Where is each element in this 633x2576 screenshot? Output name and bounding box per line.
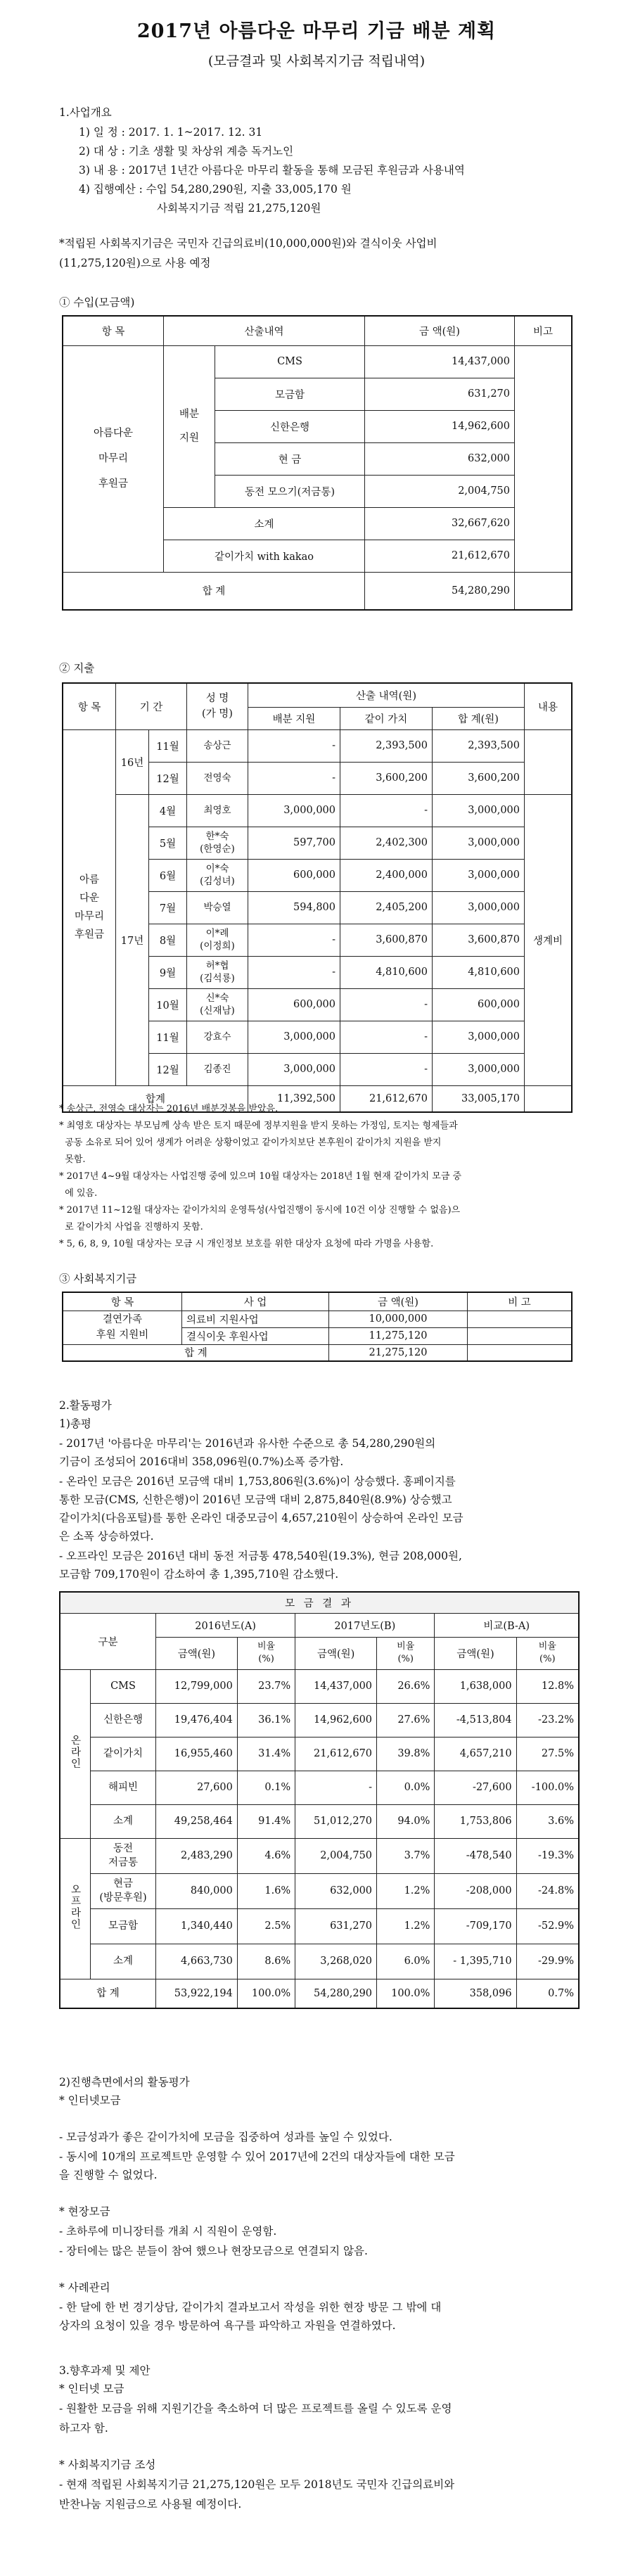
fund-table bbox=[62, 1292, 573, 1362]
eval-para-line: - 2017년 '아름다운 마무리'는 2016년과 유사한 수준으로 총 54,280,290원의 bbox=[59, 1437, 436, 1450]
expense-name: 전영숙 bbox=[187, 762, 248, 794]
result-cell-b: 14,437,000 bbox=[295, 1669, 377, 1703]
result-cell-a: 2,483,290 bbox=[156, 1838, 238, 1873]
expense-note-line: * 2017년 11~12월 대상자는 같이가치의 운영특성(사업진행이 동시에 10건 이상 진행할 수 없음)으 bbox=[59, 1205, 461, 1216]
result-group-label: 온라인 bbox=[69, 1735, 81, 1770]
expense-year-16: 16년 bbox=[116, 729, 149, 794]
expense-kakao: 3,600,870 bbox=[340, 924, 433, 956]
result-row bbox=[60, 1873, 579, 1908]
result-header-amount: 금액(원) bbox=[435, 1637, 516, 1669]
expense-alloc: - bbox=[248, 924, 340, 956]
expense-note-line: * 5, 6, 8, 9, 10월 대상자는 모금 시 개인정보 보호를 위한 대상자 요청에 따라 가명을 사용함. bbox=[59, 1239, 434, 1249]
result-cell-dr: -19.3% bbox=[516, 1838, 579, 1873]
result-row bbox=[60, 1804, 579, 1838]
expense-alloc: 597,700 bbox=[248, 827, 340, 859]
eval-para-line: - 오프라인 모금은 2016년 대비 동전 저금통 478,540원(19.3%), 현금 208,000원, bbox=[59, 1550, 462, 1562]
result-cell-a: 840,000 bbox=[156, 1873, 238, 1908]
result-header-amount: 금액(원) bbox=[295, 1637, 377, 1669]
expense-header-kakao: 같이 가치 bbox=[340, 707, 433, 729]
expense-kakao: - bbox=[340, 1053, 433, 1085]
income-total-label: 합 계 bbox=[63, 572, 365, 610]
result-row bbox=[60, 1944, 579, 1979]
income-header: 산출내역 bbox=[164, 316, 365, 345]
expense-alloc: - bbox=[248, 762, 340, 794]
income-row-amount: 14,962,600 bbox=[365, 410, 515, 442]
expense-alloc: 600,000 bbox=[248, 859, 340, 891]
expense-sum: 4,810,600 bbox=[433, 956, 525, 988]
expense-content-empty bbox=[525, 729, 573, 794]
group-label-line: 아름다운 bbox=[93, 428, 134, 439]
expense-alloc: 3,000,000 bbox=[248, 1053, 340, 1085]
fund-total: 21,275,120 bbox=[329, 1344, 468, 1361]
result-cell-dr: -29.9% bbox=[516, 1944, 579, 1979]
expense-kakao: 4,810,600 bbox=[340, 956, 433, 988]
result-cell-dr: -52.9% bbox=[516, 1908, 579, 1944]
income-group-label bbox=[63, 345, 164, 572]
result-cell-d: -478,540 bbox=[435, 1838, 516, 1873]
page-subtitle: (모금결과 및 사회복지기금 적립내역) bbox=[207, 53, 426, 69]
result-cell-ar: 23.7% bbox=[237, 1669, 295, 1703]
result-caption: 모 금 결 과 bbox=[60, 1592, 579, 1613]
result-body bbox=[60, 1669, 579, 2008]
fund-header: 비 고 bbox=[468, 1292, 573, 1311]
expense-sum: 3,000,000 bbox=[433, 859, 525, 891]
future-line: 반찬나눔 지원금으로 사용될 예정이다. bbox=[59, 2498, 242, 2511]
eval-para-line: 기금이 조성되어 2016대비 358,096원(0.7%)소폭 증가함. bbox=[59, 1455, 344, 1468]
overview-item: 사회복지기금 적립 21,275,120원 bbox=[157, 202, 321, 215]
expense-notes bbox=[59, 1101, 580, 1253]
expense-name: 신*숙 (신재남) bbox=[187, 988, 248, 1021]
result-cell-br: 27.6% bbox=[377, 1703, 435, 1737]
sub-label-line: 배분 bbox=[179, 409, 199, 420]
income-table bbox=[62, 315, 573, 611]
expense-alloc: 594,800 bbox=[248, 891, 340, 924]
progress-line: - 초하루에 미니장터를 개최 시 직원이 운영함. bbox=[59, 2225, 277, 2238]
result-cell-a: 49,258,464 bbox=[156, 1804, 238, 1838]
fund-amount: 10,000,000 bbox=[329, 1311, 468, 1327]
expense-total-label: 합계 bbox=[63, 1085, 248, 1112]
result-cell-a: 53,922,194 bbox=[156, 1979, 238, 2008]
result-cell-name: 신한은행 bbox=[91, 1703, 156, 1737]
expense-month: 6월 bbox=[149, 859, 187, 891]
result-cell-name: 현금 (방문후원) bbox=[91, 1873, 156, 1908]
expense-kakao: 2,400,000 bbox=[340, 859, 433, 891]
eval-para-line: 은 소폭 상승하였다. bbox=[59, 1530, 154, 1543]
expense-month: 12월 bbox=[149, 1053, 187, 1085]
expense-row bbox=[63, 729, 572, 762]
expense-kakao: - bbox=[340, 794, 433, 827]
result-cell-b: 54,280,290 bbox=[295, 1979, 377, 2008]
expense-name: 이*례 (이정희) bbox=[187, 924, 248, 956]
expense-name: 최영호 bbox=[187, 794, 248, 827]
income-kakao-label: 같이가치 with kakao bbox=[164, 540, 365, 572]
income-row-amount: 631,270 bbox=[365, 378, 515, 410]
expense-header-content: 내용 bbox=[525, 683, 573, 729]
progress-line: 상자의 요청이 있을 경우 방문하여 욕구를 파악하고 자원을 연결하였다. bbox=[59, 2319, 396, 2332]
result-cell-ar: 1.6% bbox=[237, 1873, 295, 1908]
result-cell-name: 해피빈 bbox=[91, 1771, 156, 1804]
income-sub-label bbox=[164, 345, 215, 507]
result-cell-d: -709,170 bbox=[435, 1908, 516, 1944]
overview-item: 4) 집행예산 : 수입 54,280,290원, 지출 33,005,170 원 bbox=[79, 183, 352, 196]
future-heading: 3.향후과제 및 제안 bbox=[59, 2364, 151, 2377]
result-cell-ar: 36.1% bbox=[237, 1703, 295, 1737]
result-cell-br: 3.7% bbox=[377, 1838, 435, 1873]
result-row bbox=[60, 1838, 579, 1873]
expense-total-sum: 33,005,170 bbox=[433, 1085, 525, 1112]
result-cell-a: 12,799,000 bbox=[156, 1669, 238, 1703]
expense-header-item: 항 목 bbox=[63, 683, 116, 729]
income-kakao: 21,612,670 bbox=[365, 540, 515, 572]
result-cell-name: 소계 bbox=[91, 1804, 156, 1838]
progress-line: - 한 달에 한 번 경기상담, 같이가치 결과보고서 작성을 위한 현장 방문 그 밖에 대 bbox=[59, 2301, 442, 2314]
income-total: 54,280,290 bbox=[365, 572, 515, 610]
fund-group-line: 결연가족 bbox=[102, 1314, 143, 1325]
expense-kakao: 3,600,200 bbox=[340, 762, 433, 794]
result-cell-d: 1,753,806 bbox=[435, 1804, 516, 1838]
result-cell-d: 358,096 bbox=[435, 1979, 516, 2008]
result-header-2017: 2017년도(B) bbox=[295, 1613, 435, 1637]
result-header-type: 구분 bbox=[60, 1613, 156, 1669]
result-cell-dr: 0.7% bbox=[516, 1979, 579, 2008]
expense-group-line: 후원금 bbox=[74, 929, 105, 941]
expense-sum: 600,000 bbox=[433, 988, 525, 1021]
expense-group-line: 아름 bbox=[79, 874, 99, 886]
fund-heading: ③ 사회복지기금 bbox=[59, 1273, 137, 1285]
expense-note-line: 로 같이가치 사업을 진행하지 못함. bbox=[59, 1222, 203, 1232]
progress-s2-title: * 현장모금 bbox=[59, 2205, 110, 2218]
expense-alloc: 3,000,000 bbox=[248, 794, 340, 827]
fund-group-label bbox=[63, 1311, 182, 1344]
expense-name: 허*협 (김석룡) bbox=[187, 956, 248, 988]
result-header-ratio: 비율 (%) bbox=[516, 1637, 579, 1669]
result-cell-br: 100.0% bbox=[377, 1979, 435, 2008]
expense-month: 10월 bbox=[149, 988, 187, 1021]
expense-note-line: 공동 소유로 되어 있어 생계가 어려운 상황이었고 같이가치보단 본후원이 같이가치 지원을 받지 bbox=[59, 1137, 442, 1148]
sub-label-line: 지원 bbox=[179, 433, 199, 444]
result-header-diff: 비교(B-A) bbox=[435, 1613, 579, 1637]
expense-sum: 2,393,500 bbox=[433, 729, 525, 762]
expense-heading: ② 지출 bbox=[59, 662, 95, 675]
result-cell-a: 4,663,730 bbox=[156, 1944, 238, 1979]
result-cell-b: 2,004,750 bbox=[295, 1838, 377, 1873]
income-row-amount: 2,004,750 bbox=[365, 475, 515, 507]
result-table bbox=[59, 1591, 580, 2009]
result-cell-ar: 31.4% bbox=[237, 1737, 295, 1771]
progress-line: 을 진행할 수 없었다. bbox=[59, 2169, 158, 2181]
expense-name: 이*숙 (김성녀) bbox=[187, 859, 248, 891]
expense-year-17: 17년 bbox=[116, 794, 149, 1085]
overview-note: *적립된 사회복지기금은 국민자 긴급의료비(10,000,000원)와 결식이웃 사업비 bbox=[59, 237, 437, 250]
expense-sum: 3,600,870 bbox=[433, 924, 525, 956]
income-row-label: 신한은행 bbox=[215, 410, 365, 442]
result-cell-b: - bbox=[295, 1771, 377, 1804]
result-cell-ar: 2.5% bbox=[237, 1908, 295, 1944]
income-subtotal-label: 소계 bbox=[164, 507, 365, 540]
result-cell-a: 27,600 bbox=[156, 1771, 238, 1804]
progress-line: - 장터에는 많은 분들이 참여 했으나 현장모금으로 연결되지 않음. bbox=[59, 2245, 368, 2257]
result-cell-dr: 3.6% bbox=[516, 1804, 579, 1838]
expense-sum: 3,000,000 bbox=[433, 1021, 525, 1053]
result-cell-dr: 12.8% bbox=[516, 1669, 579, 1703]
expense-sum: 3,000,000 bbox=[433, 1053, 525, 1085]
expense-month: 11월 bbox=[149, 1021, 187, 1053]
result-cell-d: -208,000 bbox=[435, 1873, 516, 1908]
result-cell-a: 19,476,404 bbox=[156, 1703, 238, 1737]
expense-group-line: 다운 bbox=[79, 893, 99, 904]
page-title: 2017년 아름다운 마무리 기금 배분 계획 bbox=[136, 20, 497, 42]
expense-header-sum: 합 계(원) bbox=[433, 707, 525, 729]
expense-name: 송상근 bbox=[187, 729, 248, 762]
result-cell-br: 0.0% bbox=[377, 1771, 435, 1804]
overview-note: (11,275,120원)으로 사용 예정 bbox=[59, 257, 211, 269]
expense-group-line: 마무리 bbox=[74, 911, 105, 922]
expense-row bbox=[63, 794, 572, 827]
income-row-label: 모금함 bbox=[215, 378, 365, 410]
result-cell-br: 6.0% bbox=[377, 1944, 435, 1979]
income-row-label: 동전 모으기(저금통) bbox=[215, 475, 365, 507]
result-group-cell bbox=[60, 1838, 91, 1979]
progress-line: - 동시에 10개의 프로젝트만 운영할 수 있어 2017년에 2건의 대상자들에 대한 모금 bbox=[59, 2150, 455, 2163]
expense-kakao: 2,393,500 bbox=[340, 729, 433, 762]
fund-group-line: 후원 지원비 bbox=[96, 1330, 149, 1341]
future-s1-title: * 인터넷 모금 bbox=[59, 2383, 124, 2395]
expense-month: 8월 bbox=[149, 924, 187, 956]
fund-project: 의료비 지원사업 bbox=[182, 1311, 329, 1327]
result-cell-ar: 100.0% bbox=[237, 1979, 295, 2008]
expense-month: 5월 bbox=[149, 827, 187, 859]
result-group-label: 오프라인 bbox=[69, 1884, 81, 1930]
result-cell-br: 94.0% bbox=[377, 1804, 435, 1838]
result-cell-d: 4,657,210 bbox=[435, 1737, 516, 1771]
result-cell-b: 51,012,270 bbox=[295, 1804, 377, 1838]
fund-note bbox=[468, 1311, 573, 1327]
fund-amount: 11,275,120 bbox=[329, 1327, 468, 1344]
expense-name: 김종진 bbox=[187, 1053, 248, 1085]
result-cell-a: 16,955,460 bbox=[156, 1737, 238, 1771]
result-cell-dr: -100.0% bbox=[516, 1771, 579, 1804]
income-heading: ① 수입(모금액) bbox=[59, 296, 135, 309]
expense-body bbox=[63, 729, 572, 1085]
expense-month: 9월 bbox=[149, 956, 187, 988]
result-cell-a: 1,340,440 bbox=[156, 1908, 238, 1944]
group-label-line: 마무리 bbox=[98, 453, 129, 464]
result-row bbox=[60, 1771, 579, 1804]
future-s2-title: * 사회복지기금 조성 bbox=[59, 2459, 156, 2471]
result-cell-b: 632,000 bbox=[295, 1873, 377, 1908]
fund-header: 금 액(원) bbox=[329, 1292, 468, 1311]
expense-note-line: * 2017년 4~9월 대상자는 사업진행 중에 있으며 10월 대상자는 2018년 1월 현재 같이가치 모금 중 bbox=[59, 1171, 462, 1182]
result-header-2016: 2016년도(A) bbox=[156, 1613, 295, 1637]
income-row-label: CMS bbox=[215, 345, 365, 378]
expense-sum: 3,000,000 bbox=[433, 794, 525, 827]
eval-para-line: 통한 모금(CMS, 신한은행)이 2016년 모금액 대비 2,875,840원(8.9%) 상승했고 bbox=[59, 1493, 452, 1506]
progress-heading: 2)진행측면에서의 활동평가 bbox=[59, 2076, 190, 2089]
result-cell-name: 동전 저금통 bbox=[91, 1838, 156, 1873]
result-cell-br: 1.2% bbox=[377, 1873, 435, 1908]
expense-alloc: 3,000,000 bbox=[248, 1021, 340, 1053]
income-row-amount: 632,000 bbox=[365, 442, 515, 475]
expense-month: 11월 bbox=[149, 729, 187, 762]
result-row bbox=[60, 1669, 579, 1703]
result-cell-dr: -24.8% bbox=[516, 1873, 579, 1908]
result-cell-b: 21,612,670 bbox=[295, 1737, 377, 1771]
future-line: - 현재 적립된 사회복지기금 21,275,120원은 모두 2018년도 국민자 긴급의료비와 bbox=[59, 2478, 455, 2491]
income-row-amount: 14,437,000 bbox=[365, 345, 515, 378]
result-cell-b: 14,962,600 bbox=[295, 1703, 377, 1737]
expense-header-alloc: 배분 지원 bbox=[248, 707, 340, 729]
income-subtotal: 32,667,620 bbox=[365, 507, 515, 540]
progress-s1-title: * 인터넷모금 bbox=[59, 2094, 121, 2107]
eval-para-line: 모금함 709,170원이 감소하여 총 1,395,710원 감소했다. bbox=[59, 1568, 339, 1581]
progress-line: - 모금성과가 좋은 같이가치에 모금을 집중하여 성과를 높일 수 있었다. bbox=[59, 2131, 392, 2143]
result-row bbox=[60, 1737, 579, 1771]
expense-total-kakao: 21,612,670 bbox=[340, 1085, 433, 1112]
expense-sum: 3,600,200 bbox=[433, 762, 525, 794]
income-total-note bbox=[515, 572, 573, 610]
income-header: 항 목 bbox=[63, 316, 164, 345]
expense-header-calc: 산출 내역(원) bbox=[248, 683, 525, 707]
overview-heading: 1.사업개요 bbox=[59, 106, 112, 119]
expense-name: 강효수 bbox=[187, 1021, 248, 1053]
income-header: 비고 bbox=[515, 316, 573, 345]
expense-kakao: 2,402,300 bbox=[340, 827, 433, 859]
expense-sum: 3,000,000 bbox=[433, 827, 525, 859]
result-header-ratio: 비율 (%) bbox=[237, 1637, 295, 1669]
eval-subheading: 1)총평 bbox=[59, 1417, 91, 1430]
progress-s3-title: * 사례관리 bbox=[59, 2281, 110, 2294]
result-cell-name: CMS bbox=[91, 1669, 156, 1703]
result-header-amount: 금액(원) bbox=[156, 1637, 238, 1669]
result-row bbox=[60, 1979, 579, 2008]
eval-para-line: - 온라인 모금은 2016년 모금액 대비 1,753,806원(3.6%)이 상승했다. 홍페이지를 bbox=[59, 1475, 456, 1488]
result-cell-d: -4,513,804 bbox=[435, 1703, 516, 1737]
eval-para-line: 같이가치(다음포털)를 통한 온라인 대중모금이 4,657,210원이 상승하여 온라인 모금 bbox=[59, 1512, 463, 1524]
result-row bbox=[60, 1908, 579, 1944]
result-cell-dr: 27.5% bbox=[516, 1737, 579, 1771]
fund-project: 결식이웃 후원사업 bbox=[182, 1327, 329, 1344]
result-cell-name: 모금함 bbox=[91, 1908, 156, 1944]
eval-heading: 2.활동평가 bbox=[59, 1399, 112, 1412]
income-note bbox=[515, 345, 573, 572]
result-cell-b: 631,270 bbox=[295, 1908, 377, 1944]
result-cell-name: 소계 bbox=[91, 1944, 156, 1979]
fund-header: 항 목 bbox=[63, 1292, 182, 1311]
result-cell-dr: -23.2% bbox=[516, 1703, 579, 1737]
result-cell-d: - 1,395,710 bbox=[435, 1944, 516, 1979]
result-cell-name: 같이가치 bbox=[91, 1737, 156, 1771]
expense-table bbox=[62, 682, 573, 1113]
result-cell-ar: 4.6% bbox=[237, 1838, 295, 1873]
group-label-line: 후원금 bbox=[98, 478, 129, 490]
result-cell-name: 합 계 bbox=[60, 1979, 156, 2008]
result-cell-b: 3,268,020 bbox=[295, 1944, 377, 1979]
fund-header: 사 업 bbox=[182, 1292, 329, 1311]
expense-month: 4월 bbox=[149, 794, 187, 827]
result-cell-ar: 0.1% bbox=[237, 1771, 295, 1804]
income-row-label: 현 금 bbox=[215, 442, 365, 475]
expense-header-period: 기 간 bbox=[116, 683, 187, 729]
result-cell-ar: 91.4% bbox=[237, 1804, 295, 1838]
income-header: 금 액(원) bbox=[365, 316, 515, 345]
expense-alloc: - bbox=[248, 729, 340, 762]
expense-note-line: * 송상근, 전영숙 대상자는 2016년 배분것봉을 받았음. bbox=[59, 1104, 279, 1114]
overview-item: 1) 일 정 : 2017. 1. 1~2017. 12. 31 bbox=[79, 126, 263, 139]
expense-kakao: - bbox=[340, 988, 433, 1021]
result-row bbox=[60, 1703, 579, 1737]
expense-sum: 3,000,000 bbox=[433, 891, 525, 924]
expense-name: 한*숙 (한영순) bbox=[187, 827, 248, 859]
expense-name: 박승열 bbox=[187, 891, 248, 924]
expense-total-alloc: 11,392,500 bbox=[248, 1085, 340, 1112]
fund-note bbox=[468, 1327, 573, 1344]
result-cell-br: 1.2% bbox=[377, 1908, 435, 1944]
expense-kakao: - bbox=[340, 1021, 433, 1053]
result-cell-d: -27,600 bbox=[435, 1771, 516, 1804]
overview-item: 2) 대 상 : 기초 생활 및 차상위 계층 독거노인 bbox=[79, 145, 294, 158]
expense-month: 12월 bbox=[149, 762, 187, 794]
overview-item: 3) 내 용 : 2017년 1년간 아름다운 마무리 활동을 통해 모금된 후원금과 사용내역 bbox=[79, 164, 465, 177]
expense-alloc: 600,000 bbox=[248, 988, 340, 1021]
expense-month: 7월 bbox=[149, 891, 187, 924]
result-cell-br: 26.6% bbox=[377, 1669, 435, 1703]
future-line: 하고자 함. bbox=[59, 2422, 108, 2435]
result-cell-ar: 8.6% bbox=[237, 1944, 295, 1979]
result-header-ratio: 비율 (%) bbox=[377, 1637, 435, 1669]
expense-note-line: * 최영호 대상자는 부모님께 상속 받은 토지 때문에 정부지원을 받지 못하는 가정임, 토지는 형제들과 bbox=[59, 1121, 458, 1131]
expense-content: 생계비 bbox=[525, 794, 573, 1085]
fund-total-note bbox=[468, 1344, 573, 1361]
expense-alloc: - bbox=[248, 956, 340, 988]
expense-group-label bbox=[63, 729, 116, 1085]
expense-kakao: 2,405,200 bbox=[340, 891, 433, 924]
expense-note-line: 에 있음. bbox=[59, 1188, 98, 1199]
expense-header-name: 성 명 (가 명) bbox=[187, 683, 248, 729]
result-group-cell bbox=[60, 1669, 91, 1838]
result-cell-br: 39.8% bbox=[377, 1737, 435, 1771]
expense-note-line: 못함. bbox=[59, 1154, 86, 1165]
result-cell-d: 1,638,000 bbox=[435, 1669, 516, 1703]
future-line: - 원활한 모금을 위해 지원기간을 축소하여 더 많은 프로젝트를 올릴 수 있도록 운영 bbox=[59, 2402, 452, 2415]
fund-total-label: 합 계 bbox=[63, 1344, 329, 1361]
